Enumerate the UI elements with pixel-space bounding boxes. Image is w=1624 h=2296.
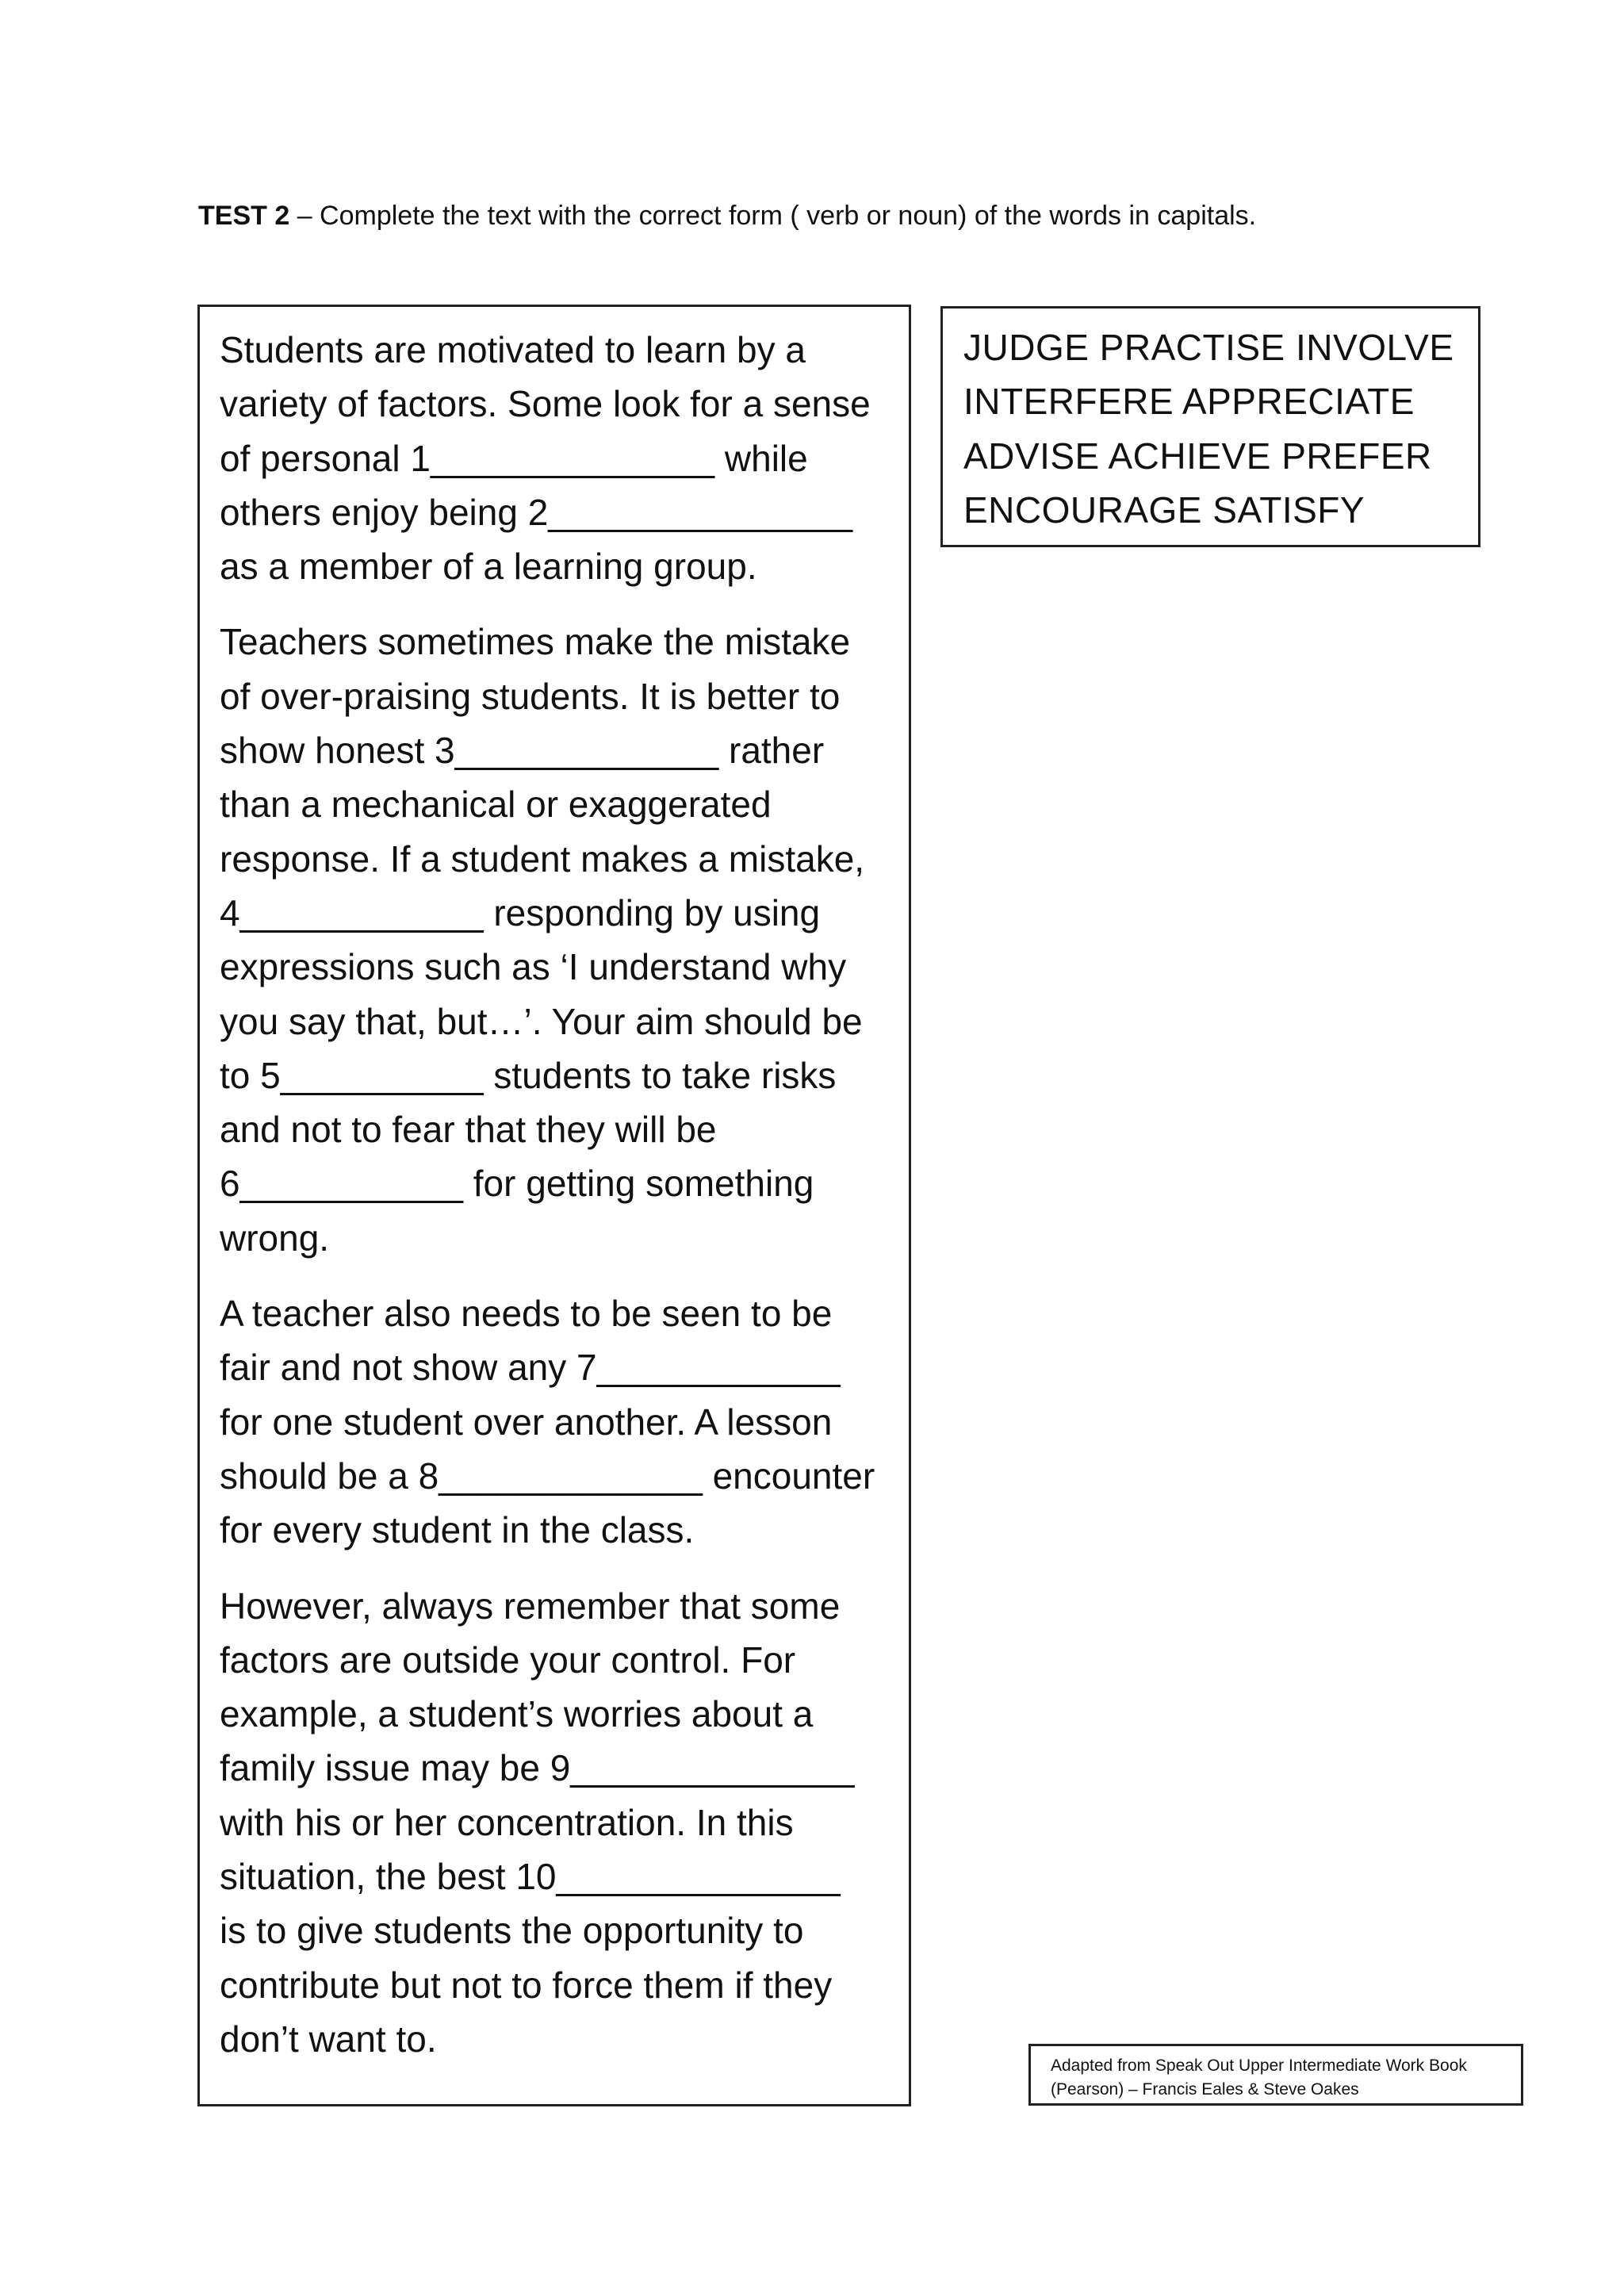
- word-bank-line: ENCOURAGE SATISFY: [963, 489, 1365, 531]
- text-line-gap-6: 6___________ for getting something: [220, 1163, 814, 1205]
- text-line: factors are outside your control. For: [220, 1639, 796, 1681]
- text-line: of over-praising students. It is better to: [220, 675, 841, 717]
- instructions-text: – Complete the text with the correct form ( verb or noun) of the words in capitals.: [289, 201, 1257, 231]
- text-line-gap-4: 4____________ responding by using: [220, 891, 821, 933]
- text-line: is to give students the opportunity to: [220, 1910, 804, 1952]
- word-bank-box: [940, 306, 1480, 547]
- source-credit-line: Adapted from Speak Out Upper Intermediate Work Book: [1051, 2056, 1467, 2075]
- word-bank-line: INTERFERE APPRECIATE: [963, 381, 1415, 423]
- text-line: wrong.: [220, 1217, 330, 1259]
- text-line: for one student over another. A lesson: [220, 1401, 833, 1443]
- paragraph-1: [220, 323, 893, 593]
- text-line: variety of factors. Some look for a sense: [220, 383, 871, 425]
- text-line: as a member of a learning group.: [220, 546, 757, 588]
- word-bank-line: ADVISE ACHIEVE PREFER: [963, 435, 1432, 477]
- text-line: Students are motivated to learn by a: [220, 329, 806, 370]
- text-line-gap-10: situation, the best 10______________: [220, 1856, 841, 1898]
- word-bank-line: JUDGE PRACTISE INVOLVE: [963, 327, 1454, 368]
- text-line: expressions such as ‘I understand why: [220, 946, 847, 988]
- text-line: and not to fear that they will be: [220, 1109, 717, 1151]
- test-number: TEST 2: [198, 201, 290, 231]
- text-line: don’t want to.: [220, 2018, 437, 2060]
- text-line-gap-3: show honest 3_____________ rather: [220, 730, 825, 772]
- text-line: example, a student’s worries about a: [220, 1693, 814, 1735]
- text-line-gap-5: to 5__________ students to take risks: [220, 1054, 837, 1096]
- text-line-gap-2: others enjoy being 2_______________: [220, 491, 853, 533]
- text-line-gap-9: family issue may be 9______________: [220, 1747, 855, 1789]
- text-line: with his or her concentration. In this: [220, 1801, 794, 1843]
- paragraph-4: [220, 1579, 893, 2067]
- text-line-gap-7: fair and not show any 7____________: [220, 1347, 841, 1389]
- source-credit-box: [1028, 2044, 1523, 2106]
- text-line: However, always remember that some: [220, 1585, 841, 1627]
- text-line: you say that, but…’. Your aim should be: [220, 1000, 863, 1042]
- text-line: response. If a student makes a mistake,: [220, 838, 865, 880]
- text-line: Teachers sometimes make the mistake: [220, 621, 851, 663]
- text-line-gap-1: of personal 1______________ while: [220, 437, 808, 479]
- text-line-gap-8: should be a 8_____________ encounter: [220, 1455, 875, 1497]
- source-credit-line: (Pearson) – Francis Eales & Steve Oakes: [1051, 2080, 1359, 2099]
- text-line: contribute but not to force them if they: [220, 1964, 833, 2006]
- text-line: for every student in the class.: [220, 1509, 695, 1551]
- exercise-text-box: [197, 305, 911, 2106]
- paragraph-3: [220, 1286, 893, 1557]
- text-line: than a mechanical or exaggerated: [220, 784, 772, 826]
- instructions-heading: [198, 197, 1256, 235]
- paragraph-2: [220, 615, 893, 1265]
- text-line: A teacher also needs to be seen to be: [220, 1293, 833, 1335]
